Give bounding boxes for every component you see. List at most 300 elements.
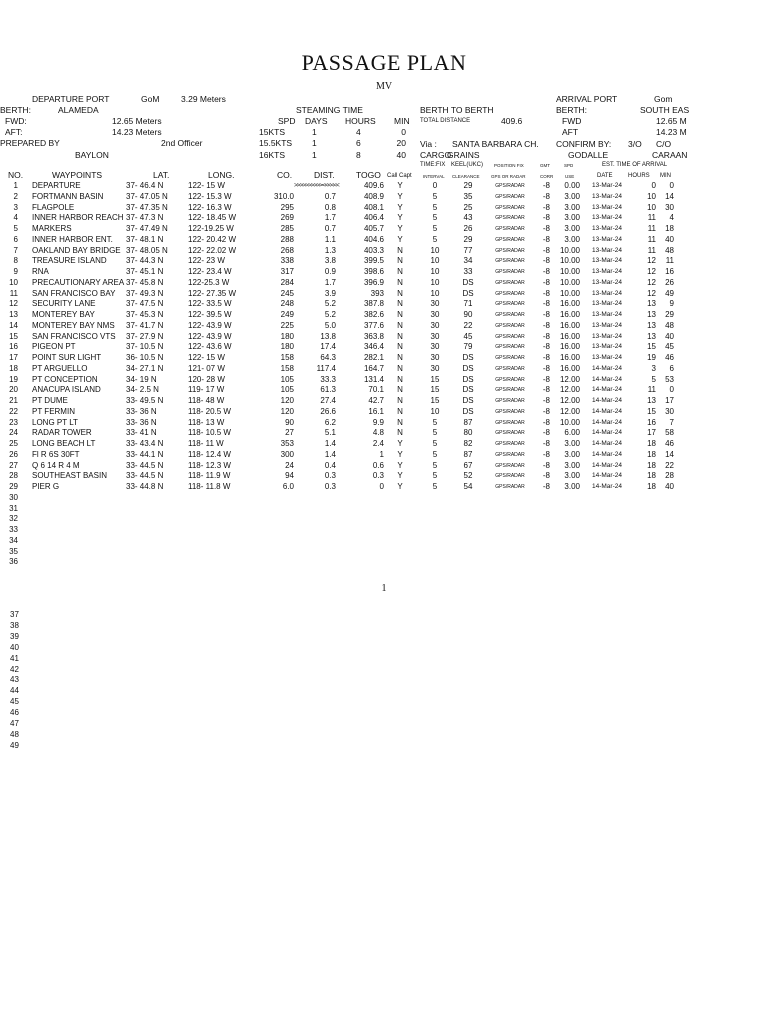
cell-fix: GPS/RADAR: [495, 355, 525, 361]
cell-lat: 34- 27.1 N: [126, 363, 164, 373]
cell-clr: 34: [463, 256, 473, 266]
total-distance-value: 409.6: [501, 116, 523, 126]
cell-gmt: -8: [542, 353, 550, 362]
cell-co: 27: [285, 428, 294, 438]
cell-date: 14-Mar-24: [592, 472, 622, 480]
cell-long: 118- 48 W: [188, 396, 225, 405]
cell-no: 32: [9, 514, 18, 524]
cell-lat: 36- 10.5 N: [126, 353, 164, 362]
cell-long: 122- 39.5 W: [188, 310, 232, 319]
cell-no: 5: [13, 224, 18, 233]
cell-no: 13: [9, 310, 18, 319]
cell-gmt: -8: [542, 181, 550, 190]
cell-min: 6: [669, 363, 674, 373]
empty-row-number: 39: [10, 631, 19, 641]
cell-gmt: -8: [542, 191, 550, 201]
empty-row: [0, 536, 768, 547]
cell-call: N: [397, 363, 403, 373]
cell-long: 122- 16.3 W: [188, 202, 232, 212]
cell-clr: 54: [463, 482, 473, 491]
cell-lat: 33- 44.5 N: [126, 471, 164, 481]
cell-hrs: 13: [647, 310, 656, 319]
cell-no: 22: [9, 406, 18, 416]
cell-long: 122- 33.5 W: [188, 299, 232, 309]
cell-clr: DS: [462, 406, 474, 416]
cell-co: 249: [280, 310, 294, 319]
cell-date: 14-Mar-24: [592, 397, 622, 404]
table-row: [0, 342, 768, 353]
empty-row-number: 42: [10, 664, 19, 674]
cell-gmt: -8: [542, 320, 550, 330]
table-row: [0, 310, 768, 321]
empty-row-number: 49: [10, 740, 19, 750]
cell-hrs: 0: [651, 181, 656, 190]
cell-int: 10: [430, 267, 440, 276]
table-row: [0, 299, 768, 310]
cell-hrs: 3: [651, 363, 656, 373]
table-row: [0, 418, 768, 429]
table-row: [0, 321, 768, 332]
departure-gom-label: GoM: [141, 94, 160, 104]
arrival-aft-value: 14.23 M: [656, 127, 687, 137]
cell-clr: 67: [463, 460, 473, 470]
empty-row-number: 43: [10, 675, 19, 685]
cell-int: 5: [432, 471, 438, 481]
departure-gom-value: 3.29 Meters: [181, 94, 226, 104]
cell-fix: GPS/RADAR: [495, 322, 525, 329]
cell-no: 4: [13, 213, 18, 223]
cell-co: 90: [285, 417, 294, 427]
arrival-gom-label: Gom: [654, 94, 673, 104]
cell-name: POINT SUR LIGHT: [32, 353, 102, 362]
table-row: [0, 213, 768, 224]
cell-int: 5: [432, 234, 438, 244]
cell-clr: DS: [462, 396, 474, 405]
cell-int: 10: [430, 406, 440, 416]
cell-fix: GPS/RADAR: [495, 484, 525, 490]
cell-hrs: 10: [647, 191, 656, 201]
cell-long: 118- 20.5 W: [188, 406, 231, 416]
cell-gmt: -8: [542, 428, 550, 438]
table-row: [0, 235, 768, 246]
cell-call: N: [397, 277, 403, 287]
cell-no: 28: [9, 471, 18, 481]
cell-name: RNA: [32, 267, 49, 276]
cell-lat: 37- 48.05 N: [126, 245, 168, 255]
cell-co: 295: [280, 202, 294, 212]
cell-hrs: 17: [647, 428, 656, 438]
cell-gmt: -8: [542, 331, 550, 341]
cell-hrs: 11: [647, 385, 656, 395]
cell-int: 15: [430, 374, 440, 384]
cell-dist: 5.2: [324, 310, 336, 319]
cell-min: 29: [665, 310, 674, 319]
keel-header: KEEL(UKC): [451, 162, 484, 168]
steaming-hours: 6: [356, 138, 361, 149]
departure-berth-value: ALAMEDA: [58, 105, 99, 115]
cell-co: 310.0: [273, 191, 294, 201]
cell-co: 158: [280, 363, 294, 373]
cell-togo: 396.9: [363, 277, 384, 287]
cell-togo: 409.6: [363, 181, 384, 190]
cell-clr: 52: [463, 471, 473, 481]
cell-clr: DS: [462, 288, 474, 298]
empty-row: [0, 547, 768, 558]
cell-call: N: [397, 320, 403, 330]
cell-dist: 3.8: [324, 256, 336, 266]
departure-fwd-value: 12.65 Meters: [112, 116, 162, 126]
cell-co: 105: [280, 385, 294, 395]
cell-date: 13-Mar-24: [592, 203, 622, 211]
cell-name: MONTEREY BAY: [32, 310, 95, 319]
cell-fix: GPS/RADAR: [495, 333, 525, 340]
cell-hrs: 13: [647, 396, 656, 405]
cell-spd: 10.00: [559, 245, 580, 255]
cell-date: 13-Mar-24: [592, 300, 622, 308]
cell-spd: 10.00: [559, 288, 580, 298]
co-header: CO.: [277, 170, 293, 180]
hours-header: HOURS: [628, 173, 650, 179]
cell-date: 13-Mar-24: [592, 182, 622, 189]
cell-name: PT CONCEPTION: [32, 374, 98, 384]
table-row: [0, 332, 768, 343]
cell-name: FLAGPOLE: [32, 202, 75, 212]
cell-togo: 404.6: [363, 234, 384, 244]
cell-name: SAN FRANCISCO BAY: [32, 288, 116, 298]
cell-int: 10: [430, 256, 440, 266]
table-row: [0, 192, 768, 203]
cell-int: 30: [430, 342, 440, 352]
cell-co: 285: [280, 224, 294, 233]
cell-no: 20: [9, 385, 18, 395]
cell-no: 31: [9, 503, 18, 513]
steaming-hours: 8: [356, 149, 361, 160]
table-row: [0, 450, 768, 461]
empty-row-number: 46: [10, 708, 19, 718]
table-row: [0, 407, 768, 418]
steaming-spd: 16KTS: [259, 149, 285, 160]
cell-spd: 3.00: [564, 471, 580, 481]
cell-dist: 117.4: [316, 363, 336, 373]
cell-clr: 71: [463, 299, 473, 309]
cell-togo: 399.5: [363, 256, 384, 266]
cell-hrs: 10: [647, 202, 656, 212]
cell-clr: 25: [463, 202, 473, 212]
cell-togo: 363.8: [363, 331, 384, 341]
cell-name: Fl R 6S 30FT: [32, 449, 80, 459]
cell-dist: 64.3: [320, 353, 336, 362]
empty-row-number: 40: [10, 642, 19, 652]
cell-min: 14: [665, 449, 674, 459]
cell-date: 14-Mar-24: [592, 450, 622, 458]
empty-row-number: 48: [10, 729, 19, 739]
cell-name: ANACUPA ISLAND: [32, 385, 101, 395]
cell-co: 353: [280, 439, 294, 448]
long-header: LONG.: [208, 170, 235, 180]
cell-min: 0: [669, 385, 674, 395]
cell-gmt: -8: [542, 256, 550, 266]
cell-name: TREASURE ISLAND: [32, 256, 107, 266]
cell-fix: GPS/RADAR: [495, 376, 525, 383]
cell-dist: 1.1: [324, 234, 336, 244]
cell-gmt: -8: [542, 482, 550, 491]
cell-call: N: [397, 299, 403, 309]
cell-no: 14: [9, 320, 18, 330]
togo-header: TOGO: [356, 170, 381, 180]
arrival-fwd-label: FWD: [562, 116, 582, 126]
cell-spd: 16.00: [559, 353, 580, 362]
cell-min: 46: [665, 353, 674, 362]
cell-togo: 387.8: [363, 299, 384, 309]
cell-dist: 17.4: [320, 342, 336, 352]
arrival-port-label: ARRIVAL PORT: [556, 94, 618, 104]
cell-co: 158: [280, 353, 294, 362]
cell-dist: 0.4: [324, 460, 336, 470]
cell-date: 14-Mar-24: [592, 418, 622, 426]
cell-dist: 0.7: [324, 191, 336, 201]
cell-co: 338: [280, 256, 294, 266]
steaming-hours: 4: [356, 127, 361, 137]
cell-no: 33: [9, 525, 18, 534]
cell-gmt: -8: [542, 363, 550, 373]
cell-dist: 5.1: [324, 428, 336, 438]
cell-name: RADAR TOWER: [32, 428, 92, 438]
cell-spd: 3.00: [564, 234, 580, 244]
no-header: NO.: [8, 170, 24, 180]
cell-no: 24: [9, 428, 18, 438]
steaming-days: 1: [312, 138, 317, 149]
cell-spd: 16.00: [559, 320, 580, 330]
cell-int: 15: [430, 385, 440, 395]
cell-int: 5: [432, 417, 438, 427]
cell-lat: 37- 47.5 N: [126, 299, 164, 309]
cell-int: 5: [432, 224, 438, 233]
cell-spd: 3.00: [564, 224, 580, 233]
cell-fix: GPS/RADAR: [495, 430, 525, 437]
cell-gmt: -8: [542, 288, 550, 298]
cell-long: 122- 43.9 W: [188, 331, 232, 341]
cell-no: 1: [13, 181, 18, 190]
cell-no: 18: [9, 363, 18, 373]
departure-port-label: DEPARTURE PORT: [32, 94, 110, 104]
cell-lat: 33- 44.5 N: [126, 460, 164, 470]
cell-no: 36: [9, 557, 18, 567]
table-row: [0, 375, 768, 386]
use-header: USE: [565, 174, 575, 179]
cell-no: 2: [13, 191, 18, 201]
cell-clr: 35: [463, 191, 473, 201]
cell-date: 13-Mar-24: [592, 332, 622, 340]
empty-row-number: 41: [10, 653, 19, 663]
cell-date: 13-Mar-24: [592, 289, 622, 297]
cell-co: 180: [280, 342, 294, 352]
cell-call: Y: [397, 191, 403, 201]
cell-dist: 1.3: [324, 245, 336, 255]
cell-no: 17: [9, 353, 18, 362]
cell-name: SOUTHEAST BASIN: [32, 471, 107, 481]
cell-long: 121- 07 W: [188, 363, 225, 373]
clearance-header: CLEARANCE: [452, 174, 480, 179]
cell-min: 58: [665, 428, 674, 438]
confirm-name-2: CARAAN: [652, 150, 688, 160]
table-row: [0, 364, 768, 375]
cell-long: 122-25.3 W: [188, 277, 230, 287]
cell-long: 118- 12.4 W: [188, 449, 231, 459]
cell-co: 120: [280, 396, 294, 405]
cell-min: 26: [665, 277, 674, 287]
cell-togo: 16.1: [368, 406, 384, 416]
empty-row-number: 45: [10, 697, 19, 707]
cell-co: 269: [280, 213, 294, 223]
cell-date: 13-Mar-24: [592, 214, 622, 222]
cell-togo: 0.3: [372, 471, 384, 481]
cell-call: N: [397, 417, 403, 427]
cell-fix: GPS/RADAR: [495, 344, 525, 351]
empty-row: [0, 493, 768, 504]
empty-row-number: 47: [10, 719, 19, 728]
cell-clr: 87: [463, 417, 473, 427]
cell-fix: GPS/RADAR: [495, 204, 525, 211]
cell-name: INNER HARBOR REACH: [32, 213, 124, 223]
position-fix-header: POSITION FIX: [494, 163, 524, 168]
cell-call: N: [397, 310, 403, 319]
cell-name: MARKERS: [32, 224, 72, 233]
cell-lat: 33- 36 N: [126, 417, 157, 427]
table-row: [0, 203, 768, 214]
cell-lat: 37- 45.8 N: [126, 277, 164, 287]
cell-lat: 37- 41.7 N: [126, 320, 164, 330]
total-distance-label: TOTAL DISTANCE: [420, 118, 471, 124]
cell-int: 5: [432, 428, 438, 438]
cell-call: Y: [397, 213, 403, 223]
dist-header: DIST.: [314, 170, 335, 180]
prepared-by-role: 2nd Officer: [161, 138, 203, 148]
cell-int: 30: [430, 331, 440, 341]
time-fix-header: TIME:FIX: [420, 162, 446, 168]
cell-spd: 3.00: [564, 191, 580, 201]
cell-lat: 37- 48.1 N: [126, 234, 164, 244]
cell-min: 53: [665, 374, 674, 384]
cell-spd: 3.00: [564, 482, 580, 491]
cell-no: 27: [9, 460, 18, 470]
cell-date: 14-Mar-24: [592, 364, 622, 372]
cell-no: 23: [9, 417, 18, 427]
cell-gmt: -8: [542, 439, 550, 448]
cell-togo: 2.4: [372, 439, 384, 448]
cell-lat: 37- 49.3 N: [126, 288, 164, 298]
cell-hrs: 18: [647, 449, 656, 459]
cell-call: Y: [397, 202, 403, 212]
cell-fix: GPS/RADAR: [495, 279, 525, 286]
cell-min: 45: [665, 342, 674, 352]
cell-lat: 37- 47.49 N: [126, 224, 168, 233]
cell-gmt: -8: [542, 471, 550, 481]
cell-date: 13-Mar-24: [592, 235, 622, 243]
cell-clr: 80: [463, 428, 473, 438]
cell-clr: 33: [463, 267, 473, 276]
cell-togo: 4.8: [372, 428, 384, 438]
cell-spd: 3.00: [564, 460, 580, 470]
departure-berth-label: BERTH:: [0, 105, 32, 115]
cell-date: 13-Mar-24: [592, 246, 622, 254]
cell-co: 288: [280, 234, 294, 244]
cell-int: 5: [432, 460, 438, 470]
cell-name: SECURITY LANE: [32, 299, 96, 309]
arrival-berth-label: BERTH:: [556, 105, 588, 115]
cell-lat: 34- 2.5 N: [126, 385, 159, 395]
cell-call: N: [397, 331, 403, 341]
cell-gmt: -8: [542, 245, 550, 255]
cell-name: PT FERMIN: [32, 406, 75, 416]
cell-no: 34: [9, 535, 18, 545]
cell-name: LONG BEACH LT: [32, 439, 96, 448]
cell-int: 5: [432, 202, 438, 212]
cell-dist: 26.6: [320, 406, 336, 416]
cell-no: 8: [13, 256, 18, 266]
cell-name: FORTMANN BASIN: [32, 191, 104, 201]
cell-long: 118- 11.8 W: [188, 482, 231, 491]
cell-date: 13-Mar-24: [592, 311, 622, 318]
cell-spd: 3.00: [564, 449, 580, 459]
cell-co: 317: [280, 267, 294, 276]
cell-fix: GPS/RADAR: [495, 473, 525, 480]
cell-co: 105: [280, 374, 294, 384]
cell-dist: 33.3: [320, 374, 336, 384]
cell-long: 118- 12.3 W: [188, 460, 231, 470]
cell-lat: 33- 49.5 N: [126, 396, 164, 405]
cell-fix: GPS/RADAR: [495, 365, 525, 372]
empty-row: [0, 557, 768, 568]
cell-co: 6.0: [282, 482, 294, 491]
cargo-value: GRAINS: [447, 150, 480, 160]
cell-dist: 0.3: [324, 482, 336, 491]
cargo-label: CARGO: [420, 150, 452, 160]
cell-togo: 346.4: [363, 342, 384, 352]
cell-date: 14-Mar-24: [592, 483, 622, 490]
cell-fix: GPS/RADAR: [495, 226, 525, 232]
cell-lat: 33- 44.1 N: [126, 449, 164, 459]
cell-gmt: -8: [542, 202, 550, 212]
cell-min: 0: [669, 181, 674, 190]
cell-gmt: -8: [542, 277, 550, 287]
empty-row: [0, 514, 768, 525]
cell-gmt: -8: [542, 213, 550, 223]
cell-togo: 393: [370, 288, 384, 298]
cell-gmt: -8: [542, 299, 550, 309]
cell-no: 11: [9, 288, 18, 298]
corr-header: CORR: [540, 174, 554, 179]
cell-lat: 37- 46.4 N: [126, 181, 164, 190]
cell-co: 180: [280, 331, 294, 341]
cell-togo: 408.1: [363, 202, 384, 212]
cell-call: N: [397, 406, 403, 416]
cell-togo: 377.6: [363, 320, 384, 330]
cell-dist: 27.4: [320, 396, 336, 405]
cell-date: 14-Mar-24: [592, 429, 622, 437]
steaming-days-header: DAYS: [305, 116, 328, 126]
cell-spd: 16.00: [559, 363, 580, 373]
cell-dist: 1.7: [324, 213, 336, 223]
cell-int: 5: [432, 191, 438, 201]
cell-hrs: 18: [647, 460, 656, 470]
cell-int: 5: [432, 439, 438, 448]
cell-name: PIER G: [32, 482, 60, 491]
cell-dist: 1.7: [324, 277, 336, 287]
cell-name: Q 6 14 R 4 M: [32, 460, 80, 470]
cell-int: 15: [430, 396, 440, 405]
cell-int: 30: [430, 363, 440, 373]
cell-gmt: -8: [542, 310, 550, 319]
